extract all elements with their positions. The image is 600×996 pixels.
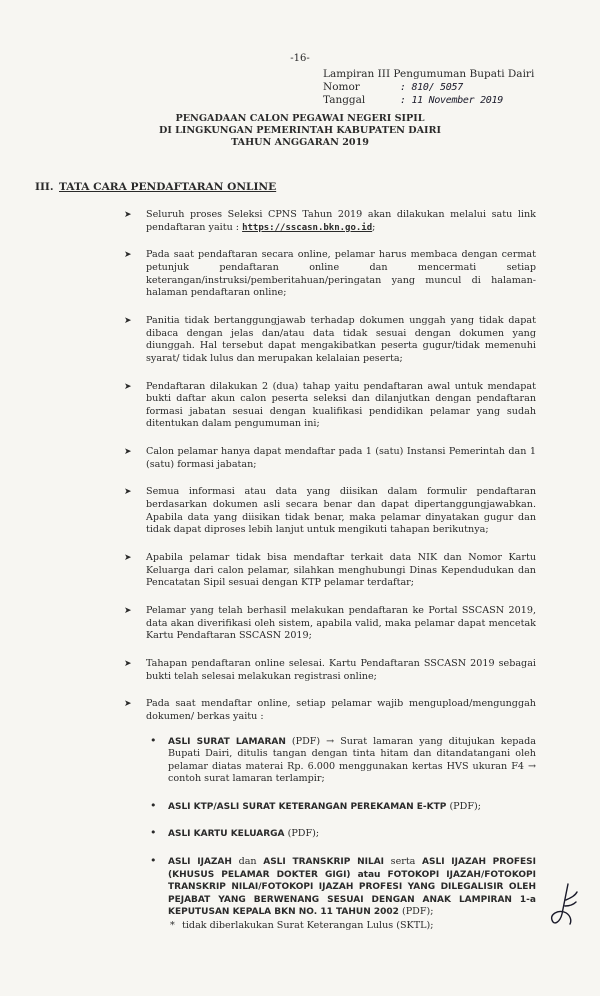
arrow-bullet-icon: ➤ — [124, 553, 132, 563]
nomor-label: Nomor — [323, 81, 360, 93]
asterisk-icon: * — [170, 920, 175, 932]
doc-4-text-1: dan — [231, 856, 264, 868]
bullet-icon: • — [150, 798, 157, 812]
doc-4-title-3: ASLI IJAZAH PROFESI (KHUSUS PELAMAR DOKTER GIGI) atau FOTOKOPI IJAZAH/FOTOKOPI TRANSKRIP NILAI/FOTOKOPI IJAZAH PROFESI YANG DILEGALISIR OLEH PEJABAT YANG BERWENANG SESUAI DENGAN ANAK LAMPIRAN 1-a KEPUTUSAN KEPALA BKN NO. 11 TAHUN 2002 — [168, 857, 536, 918]
arrow-bullet-icon: ➤ — [124, 381, 132, 392]
signature-stroke — [552, 884, 577, 924]
procedure-list — [124, 209, 536, 948]
title-line-3: TAHUN ANGGARAN 2019 — [231, 137, 369, 148]
document-item-ktp — [146, 798, 536, 814]
list-item — [124, 486, 536, 536]
item-1-end: ; — [372, 221, 376, 233]
list-item — [124, 209, 536, 234]
doc-1-text: (PDF) → Surat lamaran yang ditujukan kepada Bupati Dairi, ditulis tangan dengan tinta hitam dan ditandatangani oleh pelamar diatas materai Rp. 6.000 menggunakan kertas HVS ukuran F4 → contoh surat lamaran terlampir; — [168, 735, 536, 785]
doc-4-text-3: (PDF); — [398, 906, 434, 918]
list-item — [124, 381, 536, 431]
list-item — [124, 605, 536, 643]
item-2-text: Pada saat pendaftaran secara online, pelamar harus membaca dengan cermat petunjuk pendaftaran online dan mencermati setiap keterangan/instruksi/pemberitahuan/peringatan yang muncul di halaman-halaman pendaftaran online; — [146, 249, 536, 299]
attachment-tanggal-row — [323, 94, 534, 107]
doc-4-title-2: ASLI TRANSKRIP NILAI — [263, 857, 385, 868]
attachment-block — [323, 68, 534, 107]
doc-2-text: (PDF); — [446, 800, 481, 812]
item-7-text: Apabila pelamar tidak bisa mendaftar terkait data NIK dan Nomor Kartu Keluarga dari calon pelamar, silahkan menghubungi Dinas Kependudukan dan Pencatatan Sipil sesuai dengan KTP pelamar terdaftar; — [146, 552, 536, 589]
title-line-1: PENGADAAN CALON PEGAWAI NEGERI SIPIL — [175, 113, 425, 124]
list-item — [124, 552, 536, 590]
document-item-ijazah — [146, 856, 536, 933]
item-1-text: Seluruh proses Seleksi CPNS Tahun 2019 akan dilakukan melalui satu link pendaftaran yaitu : — [146, 209, 536, 233]
arrow-bullet-icon: ➤ — [124, 250, 132, 261]
tanggal-value: : 11 November 2019 — [400, 95, 503, 106]
arrow-bullet-icon: ➤ — [124, 210, 132, 220]
list-item — [124, 698, 536, 932]
list-item — [124, 315, 536, 365]
item-3-text: Panitia tidak bertanggungjawab terhadap dokumen unggah yang tidak dapat dibaca dengan jelas dan/atau data tidak sesuai dengan dokumen yang diunggah. Hal tersebut dapat mengakibatkan peserta gugur/tidak memenuhi syarat/ tidak lulus dan merupakan kelalaian peserta; — [146, 314, 536, 364]
bullet-icon: • — [150, 826, 157, 840]
doc-4-note — [168, 920, 536, 933]
list-item — [124, 249, 536, 299]
arrow-bullet-icon: ➤ — [124, 315, 132, 326]
document-item-kartu-keluarga — [146, 828, 536, 841]
section-number: III. — [35, 181, 54, 193]
attachment-nomor-row — [323, 81, 534, 94]
item-10-text: Pada saat mendaftar online, setiap pelamar wajib mengupload/mengunggah dokumen/ berkas yaitu : — [146, 698, 536, 722]
item-4-text: Pendaftaran dilakukan 2 (dua) tahap yaitu pendaftaran awal untuk mendapat bukti daftar akun calon peserta seleksi dan dilanjutkan dengan pendaftaran formasi jabatan sesuai dengan kualifikasi pendidikan pelamar yang sudah ditentukan dalam pengumuman ini; — [146, 380, 536, 430]
arrow-bullet-icon: ➤ — [124, 605, 132, 616]
doc-2-title: ASLI KTP/ASLI SURAT KETERANGAN PEREKAMAN E-KTP — [168, 801, 447, 812]
doc-4-note-text: tidak diberlakukan Surat Keterangan Lulus (SKTL); — [182, 920, 434, 932]
page-number: -16- — [290, 53, 310, 64]
arrow-bullet-icon: ➤ — [124, 487, 132, 498]
bullet-icon: • — [150, 733, 157, 747]
title-line-2: DI LINGKUNGAN PEMERINTAH KABUPATEN DAIRI — [159, 125, 441, 136]
tanggal-label: Tanggal — [323, 94, 366, 106]
arrow-bullet-icon: ➤ — [124, 447, 132, 458]
item-5-text: Calon pelamar hanya dapat mendaftar pada 1 (satu) Instansi Pemerintah dan 1 (satu) formasi jabatan; — [146, 446, 536, 470]
arrow-bullet-icon: ➤ — [124, 658, 132, 669]
arrow-bullet-icon: ➤ — [124, 699, 132, 710]
registration-link[interactable]: https://sscasn.bkn.go.id — [242, 222, 373, 233]
list-item — [124, 446, 536, 471]
nomor-value: : 810/ 5057 — [400, 82, 463, 93]
item-8-text: Pelamar yang telah berhasil melakukan pendaftaran ke Portal SSCASN 2019, data akan diverifikasi oleh sistem, apabila valid, maka pelamar dapat mencetak Kartu Pendaftaran SSCASN 2019; — [146, 604, 536, 642]
doc-3-title: ASLI KARTU KELUARGA — [168, 829, 285, 840]
doc-3-text: (PDF); — [284, 828, 320, 840]
signature-mark — [548, 880, 580, 930]
attachment-title: Lampiran III Pengumuman Bupati Dairi — [323, 68, 535, 80]
section-heading — [35, 181, 276, 193]
item-6-text: Semua informasi atau data yang diisikan dalam formulir pendaftaran berdasarkan dokumen asli secara benar dan dapat dipertanggungjawabkan. Apabila data yang diisikan tidak benar, maka pelamar dinyatakan gugur dan tidak dapat diproses lebih lanjut untuk mengikuti tahapan berikutnya; — [146, 486, 536, 536]
section-title: TATA CARA PENDAFTARAN ONLINE — [59, 181, 277, 193]
item-9-text: Tahapan pendaftaran online selesai. Kartu Pendaftaran SSCASN 2019 sebagai bukti telah selesai melakukan registrasi online; — [146, 657, 536, 682]
document-item-surat-lamaran — [146, 733, 536, 786]
doc-1-title: ASLI SURAT LAMARAN — [168, 736, 286, 747]
bullet-icon: • — [150, 854, 157, 868]
doc-4-text-2: serta — [384, 856, 423, 868]
doc-4-title-1: ASLI IJAZAH — [168, 857, 232, 868]
document-title — [0, 113, 600, 149]
list-item — [124, 658, 536, 683]
